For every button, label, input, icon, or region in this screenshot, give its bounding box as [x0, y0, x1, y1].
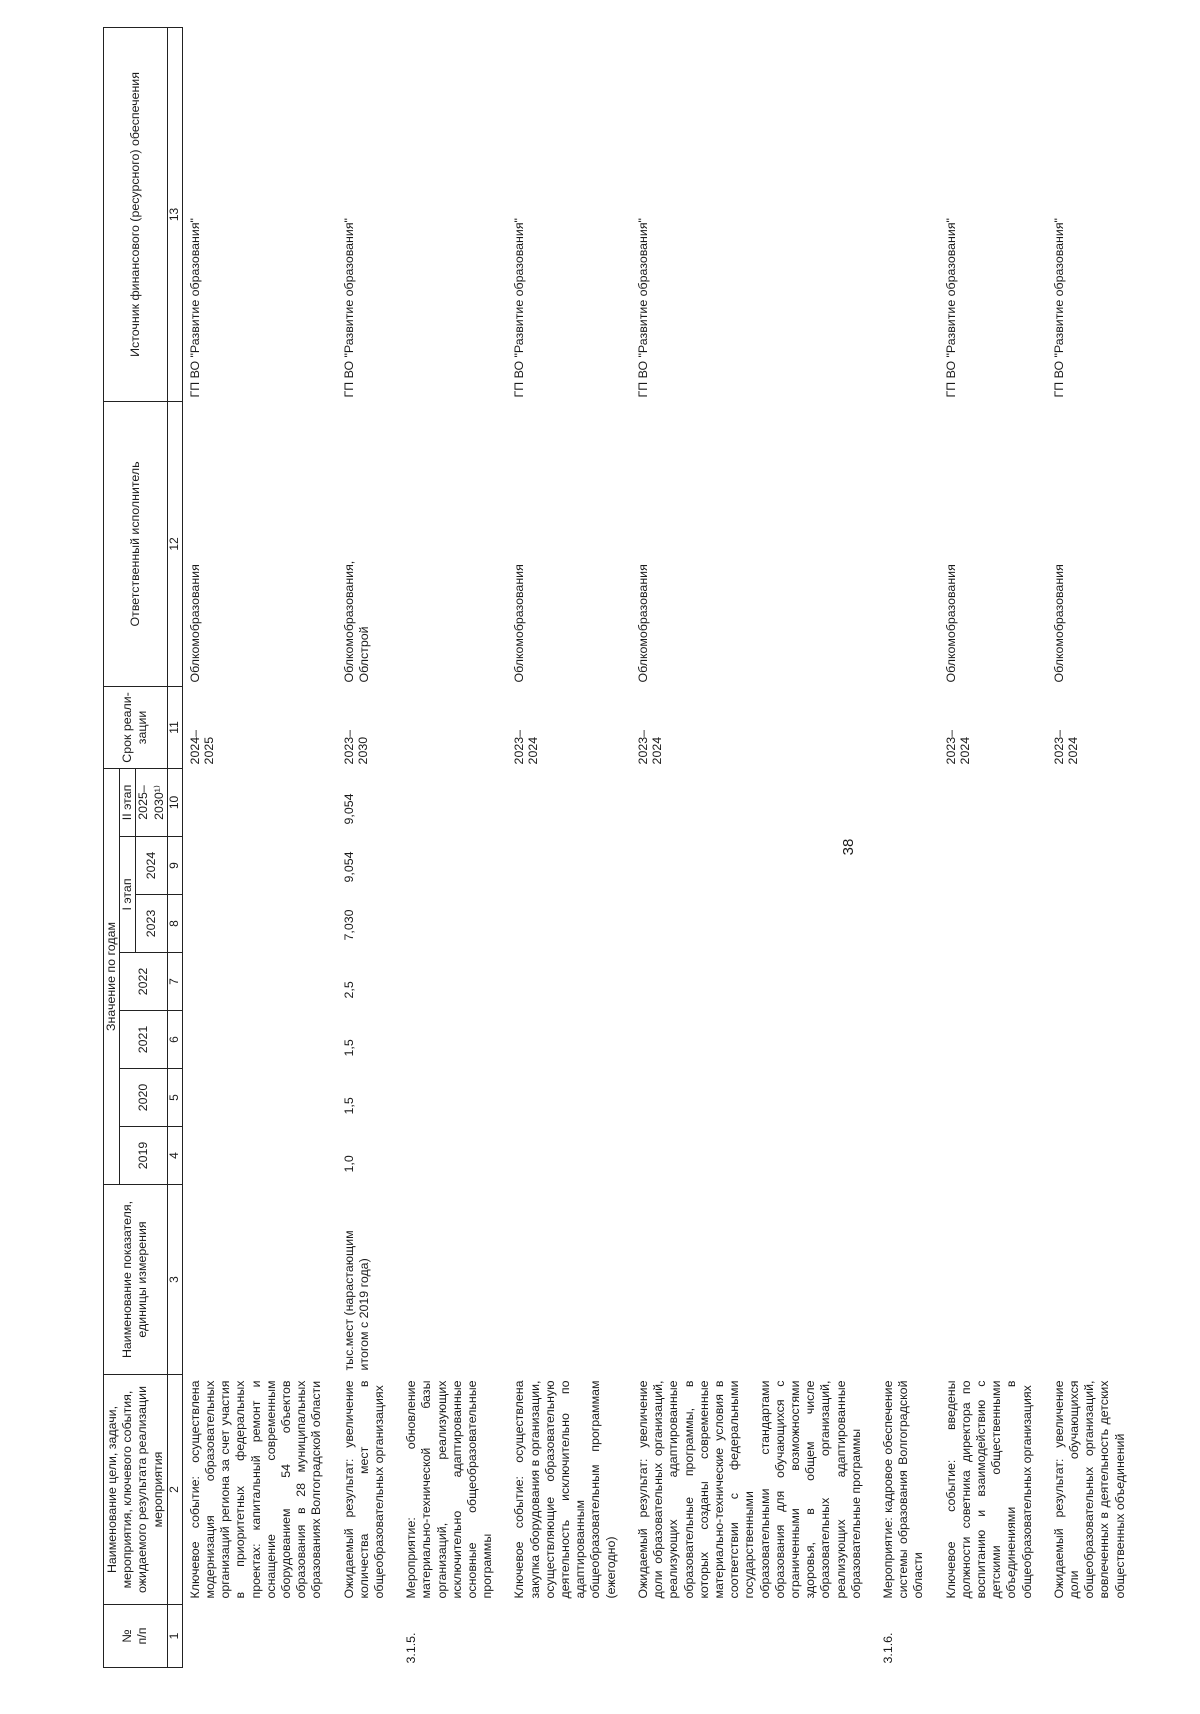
header-stage-2: II этап	[120, 768, 136, 836]
row-indicator	[938, 1185, 1046, 1375]
row-value	[875, 1011, 938, 1069]
row-value	[875, 953, 938, 1011]
header-year: 2022	[120, 953, 168, 1011]
row-indicator	[182, 1185, 335, 1375]
row-name: Мероприятие: кадровое обеспечение системы образования Волгоградской области	[880, 1380, 926, 1599]
row-value	[398, 953, 506, 1011]
row-source: ГП ВО "Развитие образования"	[1051, 218, 1066, 398]
row-value	[1046, 837, 1139, 895]
row-value	[630, 1069, 875, 1127]
row-value: 7,030	[341, 909, 356, 941]
header-year: 2025– 2030¹⁾	[136, 768, 167, 836]
row-value: 1,5	[341, 1097, 356, 1115]
table-row	[506, 27, 629, 1667]
table-row	[630, 27, 875, 1667]
row-value	[938, 953, 1046, 1011]
row-value	[938, 895, 1046, 953]
row-executor	[398, 401, 506, 686]
table-row	[398, 27, 506, 1667]
column-number: 11	[167, 686, 182, 768]
row-name: Ожидаемый результат: увеличение доли образовательных организаций, реализующих адаптированные образовательные программы, в которых созданы современные материально-технические условия в соответствии с федеральными государственными образовательными стандартами образования для обучающихся с ограниченными возможностями здоровья, в общем числе образовательных организаций, реализующих адаптированные образовательные программы	[635, 1380, 863, 1599]
row-period: 2023– 2024	[1051, 729, 1080, 765]
column-number: 3	[167, 1185, 182, 1375]
row-value: 1,0	[341, 1155, 356, 1173]
row-indicator	[630, 1185, 875, 1375]
row-value	[938, 1127, 1046, 1185]
row-value	[398, 1069, 506, 1127]
table-row	[182, 27, 335, 1667]
column-number: 12	[167, 401, 182, 686]
row-period	[875, 686, 938, 768]
row-executor: Облкомобразования	[943, 564, 958, 683]
row-value	[1046, 953, 1139, 1011]
header-year: 2019	[120, 1127, 168, 1185]
row-period	[398, 686, 506, 768]
row-number: 3.1.6.	[880, 1632, 895, 1664]
row-value	[506, 768, 629, 836]
row-indicator	[506, 1185, 629, 1375]
column-number: 13	[167, 27, 182, 401]
table-row	[336, 27, 399, 1667]
row-number	[182, 1605, 335, 1668]
column-number: 5	[167, 1069, 182, 1127]
row-value	[398, 895, 506, 953]
row-indicator	[1046, 1185, 1139, 1375]
row-value	[630, 1127, 875, 1185]
header-values-by-year: Значение по годам	[104, 768, 120, 1184]
row-value	[1046, 1069, 1139, 1127]
header-name: Наименование цели, задачи, мероприятия, ключевого события, ожидаемого результата реализации мероприятия	[104, 1375, 168, 1605]
row-value	[938, 837, 1046, 895]
row-value: 9,054	[341, 793, 356, 825]
column-number: 2	[167, 1375, 182, 1605]
row-executor: Облкомобразования	[1051, 564, 1066, 683]
row-value	[1046, 1011, 1139, 1069]
column-number: 8	[167, 895, 182, 953]
row-executor: Облкомобразования	[635, 564, 650, 683]
header-source: Источник финансового (ресурсного) обеспечения	[104, 27, 168, 401]
row-source: ГП ВО "Развитие образования"	[635, 218, 650, 398]
row-value	[875, 768, 938, 836]
row-value: 2,5	[341, 981, 356, 999]
row-executor	[875, 401, 938, 686]
row-name: Ключевое событие: осуществлена модернизация образовательных организаций региона за счет участия в приоритетных федеральных проектах: капитальный ремонт и оснащение современным оборудованием 54 объектов образования в 28 муниципальных образованиях Волгоградской области	[187, 1380, 324, 1599]
row-value	[875, 1069, 938, 1127]
row-value	[398, 768, 506, 836]
row-number	[1046, 1605, 1139, 1668]
row-indicator	[398, 1185, 506, 1375]
row-value	[630, 837, 875, 895]
row-period: 2023– 2030	[341, 729, 370, 765]
row-name: Ожидаемый результат: увеличение количества мест в общеобразовательных организациях	[341, 1380, 387, 1599]
table-row	[875, 27, 938, 1667]
row-value	[182, 895, 335, 953]
column-number: 10	[167, 768, 182, 836]
table-row	[938, 27, 1046, 1667]
row-value	[182, 1127, 335, 1185]
row-executor: Облкомобразования	[512, 564, 527, 683]
row-value	[398, 837, 506, 895]
row-value	[938, 768, 1046, 836]
row-source: ГП ВО "Развитие образования"	[512, 218, 527, 398]
row-value	[182, 1011, 335, 1069]
row-number: 3.1.5.	[404, 1632, 419, 1664]
row-indicator	[875, 1185, 938, 1375]
row-value	[506, 1127, 629, 1185]
row-value	[182, 837, 335, 895]
row-period: 2024– 2025	[187, 729, 216, 765]
row-value	[1046, 895, 1139, 953]
row-value	[630, 1011, 875, 1069]
row-source: ГП ВО "Развитие образования"	[341, 218, 356, 398]
row-source: ГП ВО "Развитие образования"	[943, 218, 958, 398]
row-executor: Облкомобразования, Облстрой	[341, 560, 371, 683]
row-value	[506, 1011, 629, 1069]
header-year: 2021	[120, 1011, 168, 1069]
row-period: 2023– 2024	[635, 729, 664, 765]
row-value	[182, 1069, 335, 1127]
column-number: 4	[167, 1127, 182, 1185]
row-source	[398, 27, 506, 401]
row-name: Ожидаемый результат: увеличение доли обучающихся общеобразовательных организаций, вовлеченных в деятельность детских общественных объединений	[1051, 1380, 1127, 1599]
row-indicator: тыс.мест (нарастающим итогом с 2019 года)	[341, 1230, 371, 1371]
row-value	[506, 837, 629, 895]
row-number	[938, 1605, 1046, 1668]
row-value	[506, 1069, 629, 1127]
row-value	[1046, 768, 1139, 836]
row-source: ГП ВО "Развитие образования"	[187, 218, 202, 398]
header-year: 2023	[136, 895, 167, 953]
row-value	[875, 837, 938, 895]
row-value	[506, 953, 629, 1011]
row-value	[938, 1011, 1046, 1069]
column-number: 9	[167, 837, 182, 895]
row-value	[398, 1127, 506, 1185]
row-value	[875, 895, 938, 953]
header-executor: Ответственный исполнитель	[104, 401, 168, 686]
header-indicator: Наименование показателя, единицы измерения	[104, 1185, 168, 1375]
column-number: 6	[167, 1011, 182, 1069]
header-stage-1: I этап	[120, 837, 136, 953]
row-name: Мероприятие: обновление материально-технической базы организаций, реализующих исключительно адаптированные основные общеобразовательные программы	[404, 1380, 495, 1599]
row-value	[630, 953, 875, 1011]
column-number: 1	[167, 1605, 182, 1668]
table-body	[182, 27, 1138, 1667]
column-number: 7	[167, 953, 182, 1011]
row-value	[875, 1127, 938, 1185]
row-number	[506, 1605, 629, 1668]
row-value	[1046, 1127, 1139, 1185]
row-period: 2023– 2024	[943, 729, 972, 765]
row-name: Ключевое событие: введены должности советника директора по воспитанию и взаимодействию с детскими общественными объединениями в общеобразовательных организациях	[943, 1380, 1034, 1599]
page-number: 38	[840, 838, 857, 856]
row-value: 1,5	[341, 1039, 356, 1057]
row-source	[875, 27, 938, 401]
row-period: 2023– 2024	[512, 729, 541, 765]
row-value	[182, 768, 335, 836]
row-value	[398, 1011, 506, 1069]
header-num: № п/п	[104, 1605, 168, 1668]
row-value	[630, 768, 875, 836]
row-value: 9,054	[341, 851, 356, 883]
row-number	[336, 1605, 399, 1668]
header-year: 2020	[120, 1069, 168, 1127]
row-number	[630, 1605, 875, 1668]
header-year: 2024	[136, 837, 167, 895]
row-executor: Облкомобразования	[187, 564, 202, 683]
row-value	[182, 953, 335, 1011]
row-value	[630, 895, 875, 953]
table-row	[1046, 27, 1139, 1667]
header-period: Срок реали- зации	[104, 686, 168, 768]
row-name: Ключевое событие: осуществлена закупка оборудования в организации, осуществляющие образовательную деятельность исключительно по адаптированным общеобразовательным программам (ежегодно)	[512, 1380, 618, 1599]
row-value	[506, 895, 629, 953]
row-value	[938, 1069, 1046, 1127]
measures-table	[103, 27, 1139, 1668]
